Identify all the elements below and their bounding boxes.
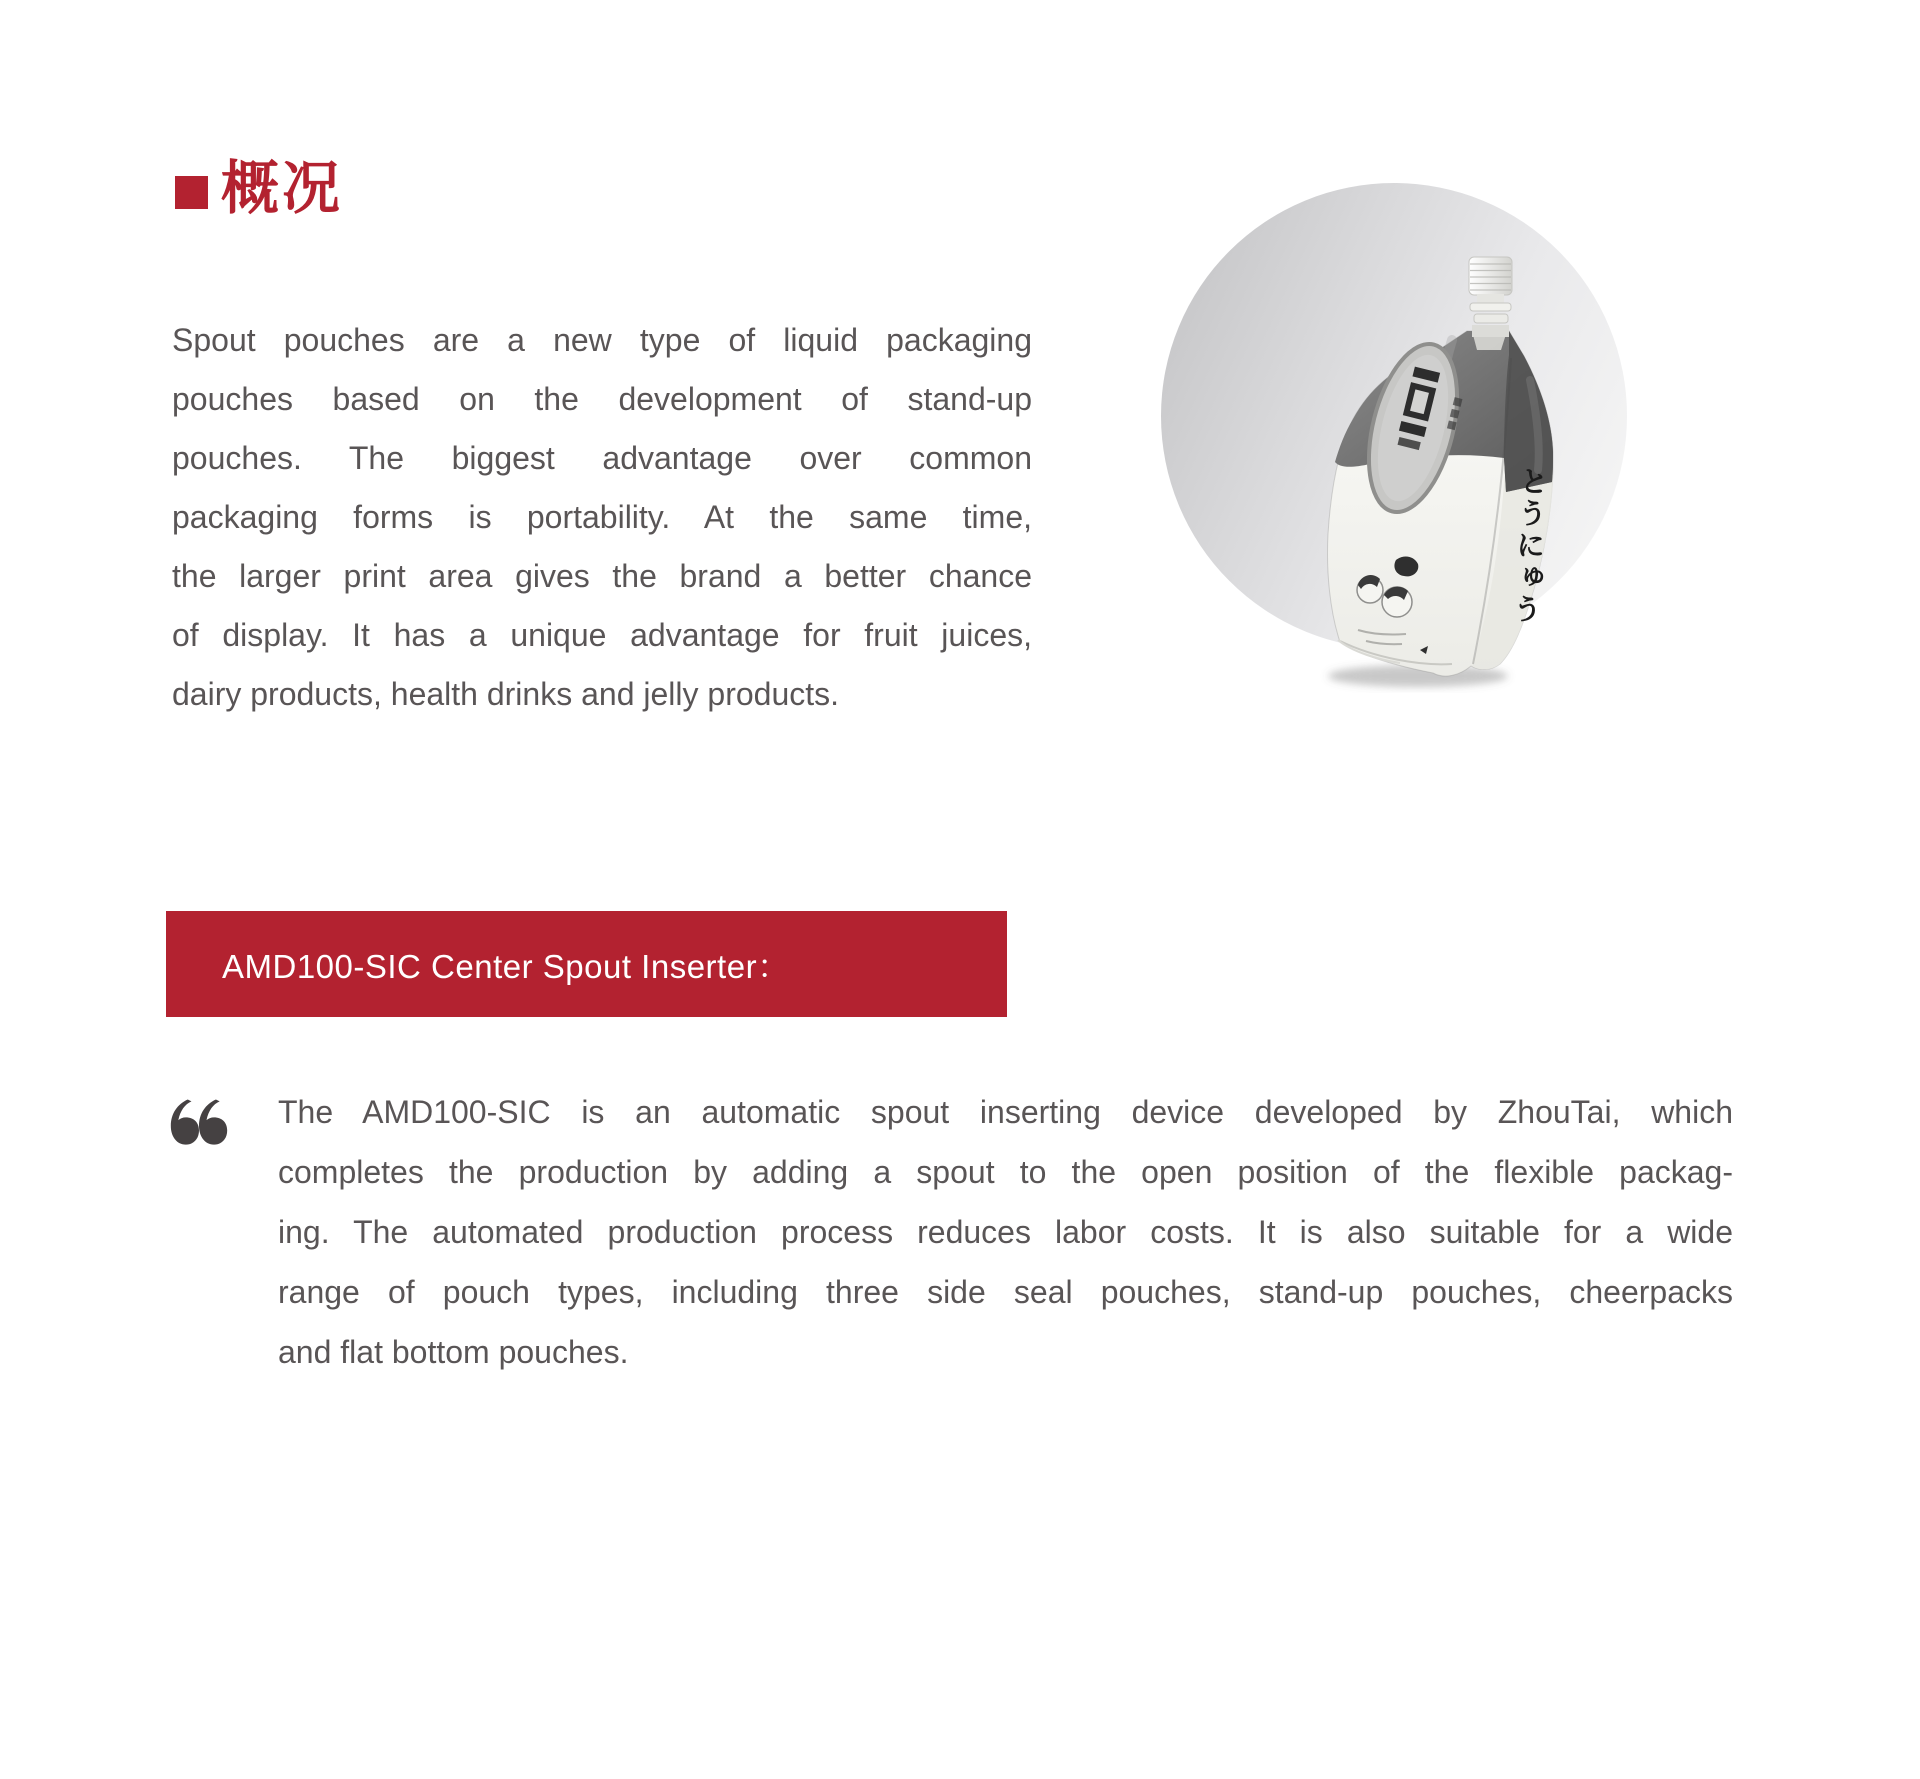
model-banner (166, 911, 1007, 1017)
intro-paragraph (172, 311, 1032, 724)
paragraph-line: pouches. The biggest advantage over common (172, 440, 1032, 476)
quote-line: completes the production by adding a spout to the open position of the flexible packag- (278, 1154, 1733, 1190)
quote-line: and flat bottom pouches. (278, 1334, 629, 1370)
quote-paragraph (278, 1082, 1733, 1382)
section-title: 概况 (221, 156, 344, 221)
model-banner-label: AMD100-SIC Center Spout Inserter： (222, 947, 791, 985)
paragraph-line: of display. It has a unique advantage for fruit juices, (172, 617, 1032, 653)
paragraph-line: packaging forms is portability. At the same time, (172, 499, 1032, 535)
paragraph-line: dairy products, health drinks and jelly products. (172, 676, 840, 712)
paragraph-line: the larger print area gives the brand a better chance (172, 558, 1032, 594)
quote-line: range of pouch types, including three side seal pouches, stand-up pouches, cheerpacks (278, 1274, 1733, 1310)
paragraph-line: Spout pouches are a new type of liquid packaging (172, 322, 1032, 358)
red-square-bullet-icon (175, 176, 208, 209)
quote-line: ing. The automated production process reduces labor costs. It is also suitable for a wide (278, 1214, 1733, 1250)
spout-cap-icon (1469, 257, 1512, 337)
pouch-vertical-label: とうにゅう (1508, 465, 1549, 627)
quote-icon (168, 1096, 230, 1150)
paragraph-line: pouches based on the development of stand-up (172, 381, 1032, 417)
quote-line: The AMD100-SIC is an automatic spout inserting device developed by ZhouTai, which (278, 1094, 1733, 1130)
overview-section-heading (175, 156, 344, 221)
